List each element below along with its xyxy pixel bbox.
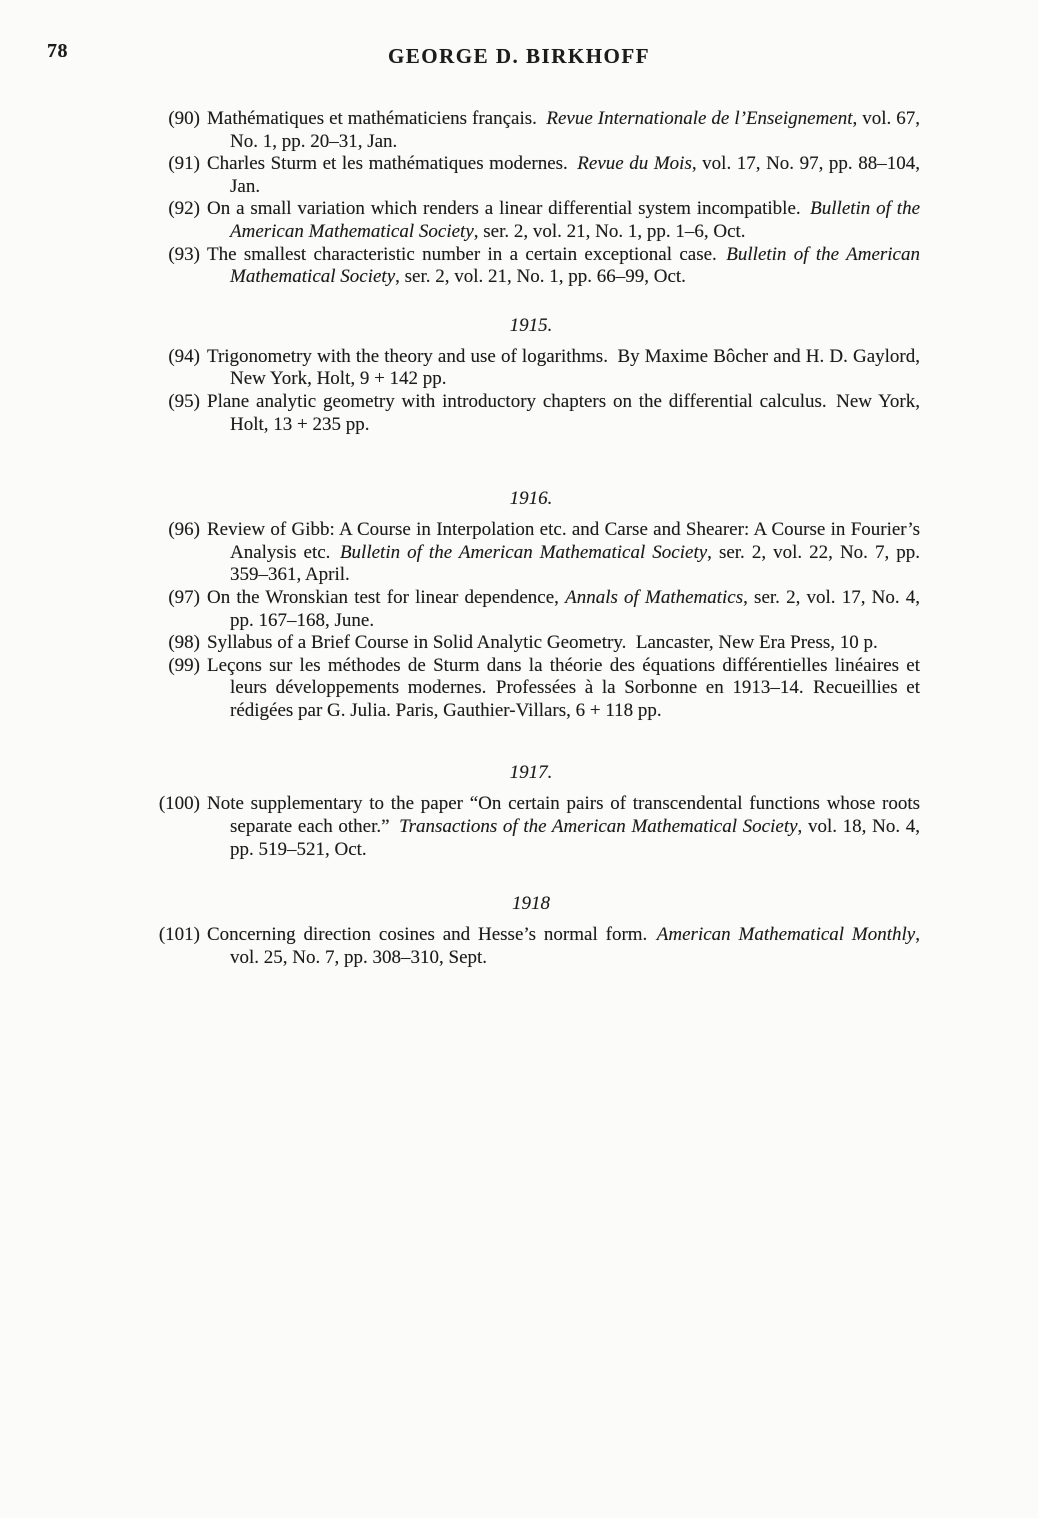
bibliography-entry: [142, 519, 920, 587]
page-number: 78: [47, 40, 68, 62]
entry-text-segment: , vol. 25, No. 7, pp. 308–310, Sept.: [230, 924, 920, 968]
bibliography-entry: [142, 108, 920, 153]
entry-number: (93): [168, 243, 200, 265]
entry-number: (98): [168, 632, 200, 654]
entry-text: [207, 108, 920, 153]
entry-text: [207, 153, 920, 198]
entry-text-segment: Review of Gibb: A Course in Interpolation etc. and Carse and Shearer: A Course in Fourier’s Analysis etc.: [207, 519, 920, 563]
entry-text-segment: , vol. 18, No. 4, pp. 519–521, Oct.: [230, 816, 921, 860]
entry-text: [207, 793, 920, 861]
entry-text-segment: On a small variation which renders a linear differential system incompatible.: [207, 198, 811, 220]
bibliography-entry: [142, 346, 920, 391]
running-head-title: GEORGE D. BIRKHOFF: [387, 44, 651, 68]
entry-text-segment: Concerning direction cosines and Hesse’s normal form.: [207, 924, 657, 946]
bibliography-entry: [142, 632, 920, 655]
entry-number: (101): [158, 924, 200, 946]
entry-number: (94): [168, 345, 200, 367]
bibliography-entry: [142, 793, 920, 861]
entry-text-segment: Trigonometry with the theory and use of logarithms. By Maxime Bôcher and H. D. Gaylord, New York, Holt, 9 + 142 pp.: [207, 345, 920, 390]
entry-number: (100): [158, 793, 200, 815]
entry-text: [207, 632, 920, 655]
entry-text: [207, 519, 920, 587]
entry-text-segment: , ser. 2, vol. 21, No. 1, pp. 1–6, Oct.: [473, 220, 746, 242]
entry-text-segment: , ser. 2, vol. 21, No. 1, pp. 66–99, Oct.: [395, 266, 686, 288]
year-heading: 1915.: [509, 314, 553, 336]
entry-text-segment: On the Wronskian test for linear dependence,: [207, 586, 566, 608]
year-heading: 1916.: [509, 488, 553, 510]
journal-title: Transactions of the American Mathematical Society: [399, 816, 798, 838]
journal-title: Bulletin of the American Mathematical Society: [230, 243, 920, 288]
bibliography-list: [142, 108, 920, 969]
entry-text-segment: Plane analytic geometry with introductory chapters on the differential calculus. New York, Holt, 13 + 235 pp.: [207, 390, 920, 435]
entry-text-segment: Charles Sturm et les mathématiques modernes.: [207, 153, 578, 175]
entry-number: (90): [168, 108, 200, 129]
entry-text: [207, 346, 920, 391]
entry-text-segment: , ser. 2, vol. 22, No. 7, pp. 359–361, April.: [230, 541, 920, 586]
year-heading: 1918: [512, 893, 550, 915]
journal-title: Annals of Mathematics: [565, 586, 744, 608]
entry-number: (92): [168, 198, 200, 220]
entry-text: [207, 198, 920, 243]
entry-number: (91): [168, 153, 200, 175]
entry-number: (99): [168, 654, 200, 676]
bibliography-entry: [142, 198, 920, 243]
entry-text-segment: , vol. 67, No. 1, pp. 20–31, Jan.: [230, 108, 920, 152]
journal-title: Revue du Mois: [577, 153, 692, 175]
journal-title: Bulletin of the American Mathematical Society: [339, 541, 708, 563]
bibliography-entry: [142, 587, 920, 632]
entry-text-segment: The smallest characteristic number in a certain exceptional case.: [207, 243, 727, 265]
entry-number: (97): [168, 586, 200, 608]
bibliography-entry: [142, 391, 920, 436]
bibliography-entry: [142, 244, 920, 289]
entry-text-segment: Leçons sur les méthodes de Sturm dans la théorie des équations différentielles linéaires et leurs développements modernes. Professées à la Sorbonne en 1913–14. Recueillies et rédigées par G. Julia. Paris, Gauthier-Villars, 6 + 118 pp.: [207, 654, 920, 721]
entry-text-segment: , vol. 17, No. 97, pp. 88–104, Jan.: [230, 153, 921, 197]
year-heading: 1917.: [509, 762, 553, 784]
entry-text: [207, 587, 920, 632]
entry-text: [207, 924, 920, 969]
entry-text: [207, 655, 920, 723]
entry-text: [207, 244, 920, 289]
entry-text: [207, 391, 920, 436]
entry-text-segment: , ser. 2, vol. 17, No. 4, pp. 167–168, June.: [230, 586, 921, 631]
journal-title: Bulletin of the American Mathematical Society: [230, 198, 920, 242]
bibliography-entry: [142, 153, 920, 198]
bibliography-entry: [142, 924, 920, 969]
entry-text-segment: Syllabus of a Brief Course in Solid Analytic Geometry. Lancaster, New Era Press, 10 p.: [207, 632, 878, 654]
bibliography-entry: [142, 655, 920, 723]
journal-title: Revue Internationale de l’Enseignement: [546, 108, 853, 129]
entry-text-segment: Mathématiques et mathématiciens français.: [207, 108, 547, 129]
journal-title: American Mathematical Monthly: [656, 924, 916, 946]
entry-text-segment: Note supplementary to the paper “On certain pairs of transcendental functions whose roots separate each other.”: [207, 793, 920, 838]
entry-number: (96): [168, 519, 200, 541]
entry-number: (95): [168, 390, 200, 412]
